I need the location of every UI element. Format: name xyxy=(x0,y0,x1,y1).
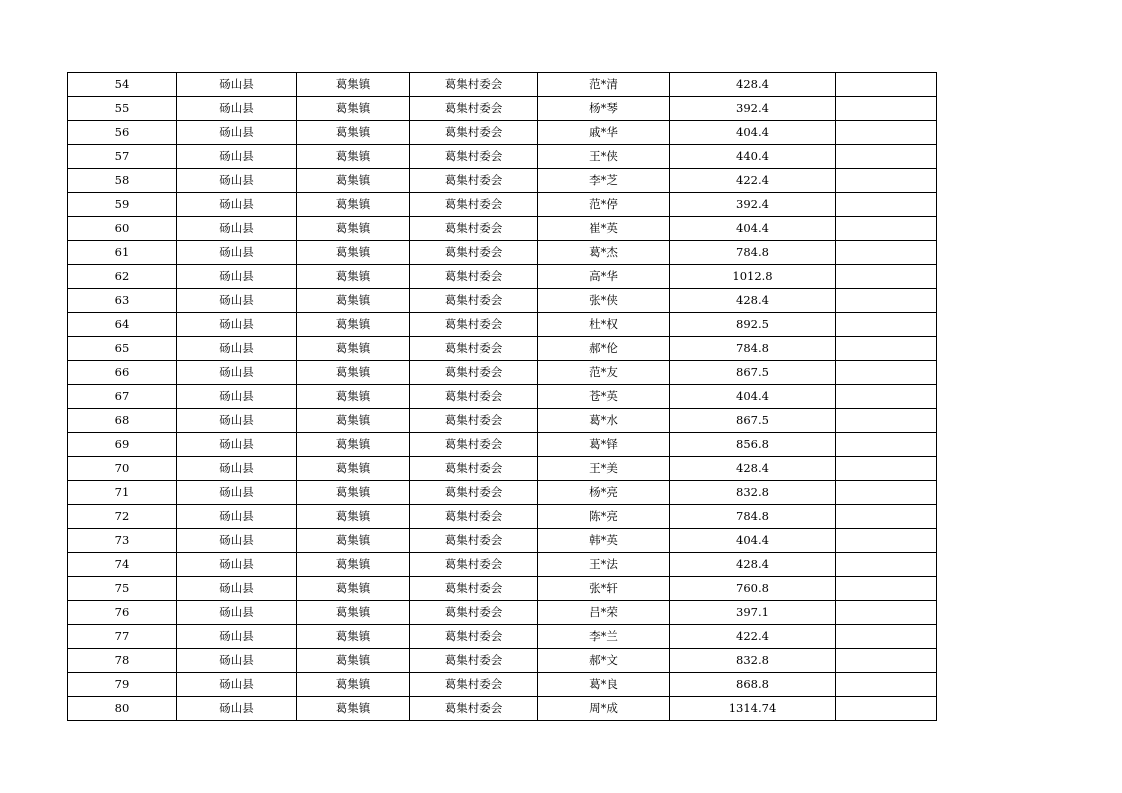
remark-cell xyxy=(836,409,937,433)
name-cell: 王*美 xyxy=(538,457,670,481)
village-cell: 葛集村委会 xyxy=(410,553,538,577)
town-cell: 葛集镇 xyxy=(297,697,410,721)
remark-cell xyxy=(836,241,937,265)
county-cell: 砀山县 xyxy=(177,361,297,385)
amount-cell: 404.4 xyxy=(670,529,836,553)
county-cell: 砀山县 xyxy=(177,97,297,121)
remark-cell xyxy=(836,193,937,217)
row-number-cell: 58 xyxy=(68,169,177,193)
row-number-cell: 54 xyxy=(68,73,177,97)
remark-cell xyxy=(836,577,937,601)
remark-cell xyxy=(836,289,937,313)
name-cell: 郝*伦 xyxy=(538,337,670,361)
town-cell: 葛集镇 xyxy=(297,673,410,697)
name-cell: 葛*铎 xyxy=(538,433,670,457)
name-cell: 高*华 xyxy=(538,265,670,289)
amount-cell: 428.4 xyxy=(670,289,836,313)
town-cell: 葛集镇 xyxy=(297,457,410,481)
town-cell: 葛集镇 xyxy=(297,649,410,673)
village-cell: 葛集村委会 xyxy=(410,265,538,289)
table-row xyxy=(68,409,937,433)
name-cell: 张*轩 xyxy=(538,577,670,601)
village-cell: 葛集村委会 xyxy=(410,577,538,601)
row-number-cell: 73 xyxy=(68,529,177,553)
amount-cell: 428.4 xyxy=(670,457,836,481)
town-cell: 葛集镇 xyxy=(297,529,410,553)
town-cell: 葛集镇 xyxy=(297,505,410,529)
name-cell: 周*成 xyxy=(538,697,670,721)
county-cell: 砀山县 xyxy=(177,385,297,409)
county-cell: 砀山县 xyxy=(177,457,297,481)
document-sheet xyxy=(67,72,937,721)
town-cell: 葛集镇 xyxy=(297,601,410,625)
remark-cell xyxy=(836,649,937,673)
county-cell: 砀山县 xyxy=(177,649,297,673)
amount-cell: 392.4 xyxy=(670,97,836,121)
amount-cell: 397.1 xyxy=(670,601,836,625)
village-cell: 葛集村委会 xyxy=(410,457,538,481)
village-cell: 葛集村委会 xyxy=(410,337,538,361)
amount-cell: 760.8 xyxy=(670,577,836,601)
row-number-cell: 74 xyxy=(68,553,177,577)
name-cell: 杨*亮 xyxy=(538,481,670,505)
row-number-cell: 66 xyxy=(68,361,177,385)
town-cell: 葛集镇 xyxy=(297,289,410,313)
table-row xyxy=(68,193,937,217)
village-cell: 葛集村委会 xyxy=(410,673,538,697)
village-cell: 葛集村委会 xyxy=(410,529,538,553)
village-cell: 葛集村委会 xyxy=(410,481,538,505)
village-cell: 葛集村委会 xyxy=(410,145,538,169)
county-cell: 砀山县 xyxy=(177,529,297,553)
amount-cell: 422.4 xyxy=(670,169,836,193)
town-cell: 葛集镇 xyxy=(297,481,410,505)
row-number-cell: 60 xyxy=(68,217,177,241)
table-row xyxy=(68,505,937,529)
table-row xyxy=(68,673,937,697)
amount-cell: 784.8 xyxy=(670,337,836,361)
table-row xyxy=(68,217,937,241)
name-cell: 韩*英 xyxy=(538,529,670,553)
amount-cell: 404.4 xyxy=(670,385,836,409)
town-cell: 葛集镇 xyxy=(297,337,410,361)
name-cell: 王*侠 xyxy=(538,145,670,169)
village-cell: 葛集村委会 xyxy=(410,601,538,625)
table-row xyxy=(68,313,937,337)
remark-cell xyxy=(836,505,937,529)
county-cell: 砀山县 xyxy=(177,577,297,601)
village-cell: 葛集村委会 xyxy=(410,649,538,673)
remark-cell xyxy=(836,265,937,289)
amount-cell: 440.4 xyxy=(670,145,836,169)
county-cell: 砀山县 xyxy=(177,169,297,193)
name-cell: 葛*水 xyxy=(538,409,670,433)
name-cell: 葛*良 xyxy=(538,673,670,697)
amount-cell: 868.8 xyxy=(670,673,836,697)
table-row xyxy=(68,265,937,289)
remark-cell xyxy=(836,217,937,241)
county-cell: 砀山县 xyxy=(177,313,297,337)
table-row xyxy=(68,169,937,193)
name-cell: 李*兰 xyxy=(538,625,670,649)
county-cell: 砀山县 xyxy=(177,601,297,625)
village-cell: 葛集村委会 xyxy=(410,625,538,649)
remark-cell xyxy=(836,313,937,337)
town-cell: 葛集镇 xyxy=(297,169,410,193)
village-cell: 葛集村委会 xyxy=(410,193,538,217)
county-cell: 砀山县 xyxy=(177,337,297,361)
remark-cell xyxy=(836,625,937,649)
row-number-cell: 68 xyxy=(68,409,177,433)
name-cell: 戚*华 xyxy=(538,121,670,145)
table-row xyxy=(68,577,937,601)
remark-cell xyxy=(836,433,937,457)
remark-cell xyxy=(836,97,937,121)
name-cell: 葛*杰 xyxy=(538,241,670,265)
county-cell: 砀山县 xyxy=(177,697,297,721)
town-cell: 葛集镇 xyxy=(297,433,410,457)
county-cell: 砀山县 xyxy=(177,265,297,289)
county-cell: 砀山县 xyxy=(177,217,297,241)
remark-cell xyxy=(836,361,937,385)
county-cell: 砀山县 xyxy=(177,625,297,649)
village-cell: 葛集村委会 xyxy=(410,361,538,385)
amount-cell: 784.8 xyxy=(670,241,836,265)
village-cell: 葛集村委会 xyxy=(410,73,538,97)
row-number-cell: 77 xyxy=(68,625,177,649)
town-cell: 葛集镇 xyxy=(297,553,410,577)
row-number-cell: 64 xyxy=(68,313,177,337)
table-row xyxy=(68,601,937,625)
village-cell: 葛集村委会 xyxy=(410,217,538,241)
name-cell: 吕*荣 xyxy=(538,601,670,625)
county-cell: 砀山县 xyxy=(177,289,297,313)
town-cell: 葛集镇 xyxy=(297,361,410,385)
table-row xyxy=(68,625,937,649)
remark-cell xyxy=(836,73,937,97)
row-number-cell: 56 xyxy=(68,121,177,145)
name-cell: 范*友 xyxy=(538,361,670,385)
remark-cell xyxy=(836,121,937,145)
town-cell: 葛集镇 xyxy=(297,409,410,433)
town-cell: 葛集镇 xyxy=(297,385,410,409)
row-number-cell: 78 xyxy=(68,649,177,673)
remark-cell xyxy=(836,697,937,721)
town-cell: 葛集镇 xyxy=(297,145,410,169)
name-cell: 苍*英 xyxy=(538,385,670,409)
row-number-cell: 57 xyxy=(68,145,177,169)
town-cell: 葛集镇 xyxy=(297,97,410,121)
village-cell: 葛集村委会 xyxy=(410,409,538,433)
name-cell: 李*芝 xyxy=(538,169,670,193)
data-table xyxy=(67,72,937,721)
town-cell: 葛集镇 xyxy=(297,73,410,97)
town-cell: 葛集镇 xyxy=(297,265,410,289)
row-number-cell: 67 xyxy=(68,385,177,409)
amount-cell: 856.8 xyxy=(670,433,836,457)
amount-cell: 832.8 xyxy=(670,481,836,505)
amount-cell: 422.4 xyxy=(670,625,836,649)
remark-cell xyxy=(836,529,937,553)
name-cell: 郝*文 xyxy=(538,649,670,673)
amount-cell: 404.4 xyxy=(670,217,836,241)
county-cell: 砀山县 xyxy=(177,505,297,529)
village-cell: 葛集村委会 xyxy=(410,97,538,121)
village-cell: 葛集村委会 xyxy=(410,121,538,145)
village-cell: 葛集村委会 xyxy=(410,697,538,721)
name-cell: 范*清 xyxy=(538,73,670,97)
remark-cell xyxy=(836,145,937,169)
town-cell: 葛集镇 xyxy=(297,241,410,265)
remark-cell xyxy=(836,457,937,481)
town-cell: 葛集镇 xyxy=(297,313,410,337)
name-cell: 陈*亮 xyxy=(538,505,670,529)
row-number-cell: 76 xyxy=(68,601,177,625)
county-cell: 砀山县 xyxy=(177,481,297,505)
town-cell: 葛集镇 xyxy=(297,121,410,145)
row-number-cell: 75 xyxy=(68,577,177,601)
amount-cell: 867.5 xyxy=(670,409,836,433)
table-row xyxy=(68,289,937,313)
county-cell: 砀山县 xyxy=(177,553,297,577)
table-row xyxy=(68,433,937,457)
table-row xyxy=(68,481,937,505)
row-number-cell: 71 xyxy=(68,481,177,505)
town-cell: 葛集镇 xyxy=(297,217,410,241)
amount-cell: 832.8 xyxy=(670,649,836,673)
village-cell: 葛集村委会 xyxy=(410,313,538,337)
remark-cell xyxy=(836,553,937,577)
county-cell: 砀山县 xyxy=(177,193,297,217)
table-row xyxy=(68,73,937,97)
county-cell: 砀山县 xyxy=(177,673,297,697)
county-cell: 砀山县 xyxy=(177,121,297,145)
amount-cell: 867.5 xyxy=(670,361,836,385)
table-row xyxy=(68,145,937,169)
row-number-cell: 55 xyxy=(68,97,177,121)
county-cell: 砀山县 xyxy=(177,433,297,457)
amount-cell: 1012.8 xyxy=(670,265,836,289)
table-row xyxy=(68,337,937,361)
row-number-cell: 59 xyxy=(68,193,177,217)
amount-cell: 428.4 xyxy=(670,553,836,577)
county-cell: 砀山县 xyxy=(177,73,297,97)
table-row xyxy=(68,241,937,265)
remark-cell xyxy=(836,337,937,361)
row-number-cell: 62 xyxy=(68,265,177,289)
village-cell: 葛集村委会 xyxy=(410,241,538,265)
village-cell: 葛集村委会 xyxy=(410,289,538,313)
amount-cell: 784.8 xyxy=(670,505,836,529)
table-row xyxy=(68,457,937,481)
table-row xyxy=(68,697,937,721)
remark-cell xyxy=(836,385,937,409)
amount-cell: 392.4 xyxy=(670,193,836,217)
table-row xyxy=(68,529,937,553)
village-cell: 葛集村委会 xyxy=(410,505,538,529)
amount-cell: 892.5 xyxy=(670,313,836,337)
row-number-cell: 63 xyxy=(68,289,177,313)
table-row xyxy=(68,97,937,121)
row-number-cell: 79 xyxy=(68,673,177,697)
table-row xyxy=(68,385,937,409)
table-row xyxy=(68,553,937,577)
row-number-cell: 72 xyxy=(68,505,177,529)
table-body xyxy=(68,73,937,721)
name-cell: 王*法 xyxy=(538,553,670,577)
county-cell: 砀山县 xyxy=(177,409,297,433)
town-cell: 葛集镇 xyxy=(297,193,410,217)
table-row xyxy=(68,361,937,385)
row-number-cell: 69 xyxy=(68,433,177,457)
village-cell: 葛集村委会 xyxy=(410,385,538,409)
amount-cell: 428.4 xyxy=(670,73,836,97)
amount-cell: 1314.74 xyxy=(670,697,836,721)
town-cell: 葛集镇 xyxy=(297,577,410,601)
table-row xyxy=(68,121,937,145)
remark-cell xyxy=(836,601,937,625)
village-cell: 葛集村委会 xyxy=(410,433,538,457)
name-cell: 杨*琴 xyxy=(538,97,670,121)
remark-cell xyxy=(836,481,937,505)
town-cell: 葛集镇 xyxy=(297,625,410,649)
name-cell: 范*停 xyxy=(538,193,670,217)
amount-cell: 404.4 xyxy=(670,121,836,145)
village-cell: 葛集村委会 xyxy=(410,169,538,193)
remark-cell xyxy=(836,169,937,193)
row-number-cell: 65 xyxy=(68,337,177,361)
row-number-cell: 80 xyxy=(68,697,177,721)
row-number-cell: 70 xyxy=(68,457,177,481)
name-cell: 杜*权 xyxy=(538,313,670,337)
table-row xyxy=(68,649,937,673)
name-cell: 崔*英 xyxy=(538,217,670,241)
name-cell: 张*侠 xyxy=(538,289,670,313)
county-cell: 砀山县 xyxy=(177,145,297,169)
remark-cell xyxy=(836,673,937,697)
row-number-cell: 61 xyxy=(68,241,177,265)
county-cell: 砀山县 xyxy=(177,241,297,265)
